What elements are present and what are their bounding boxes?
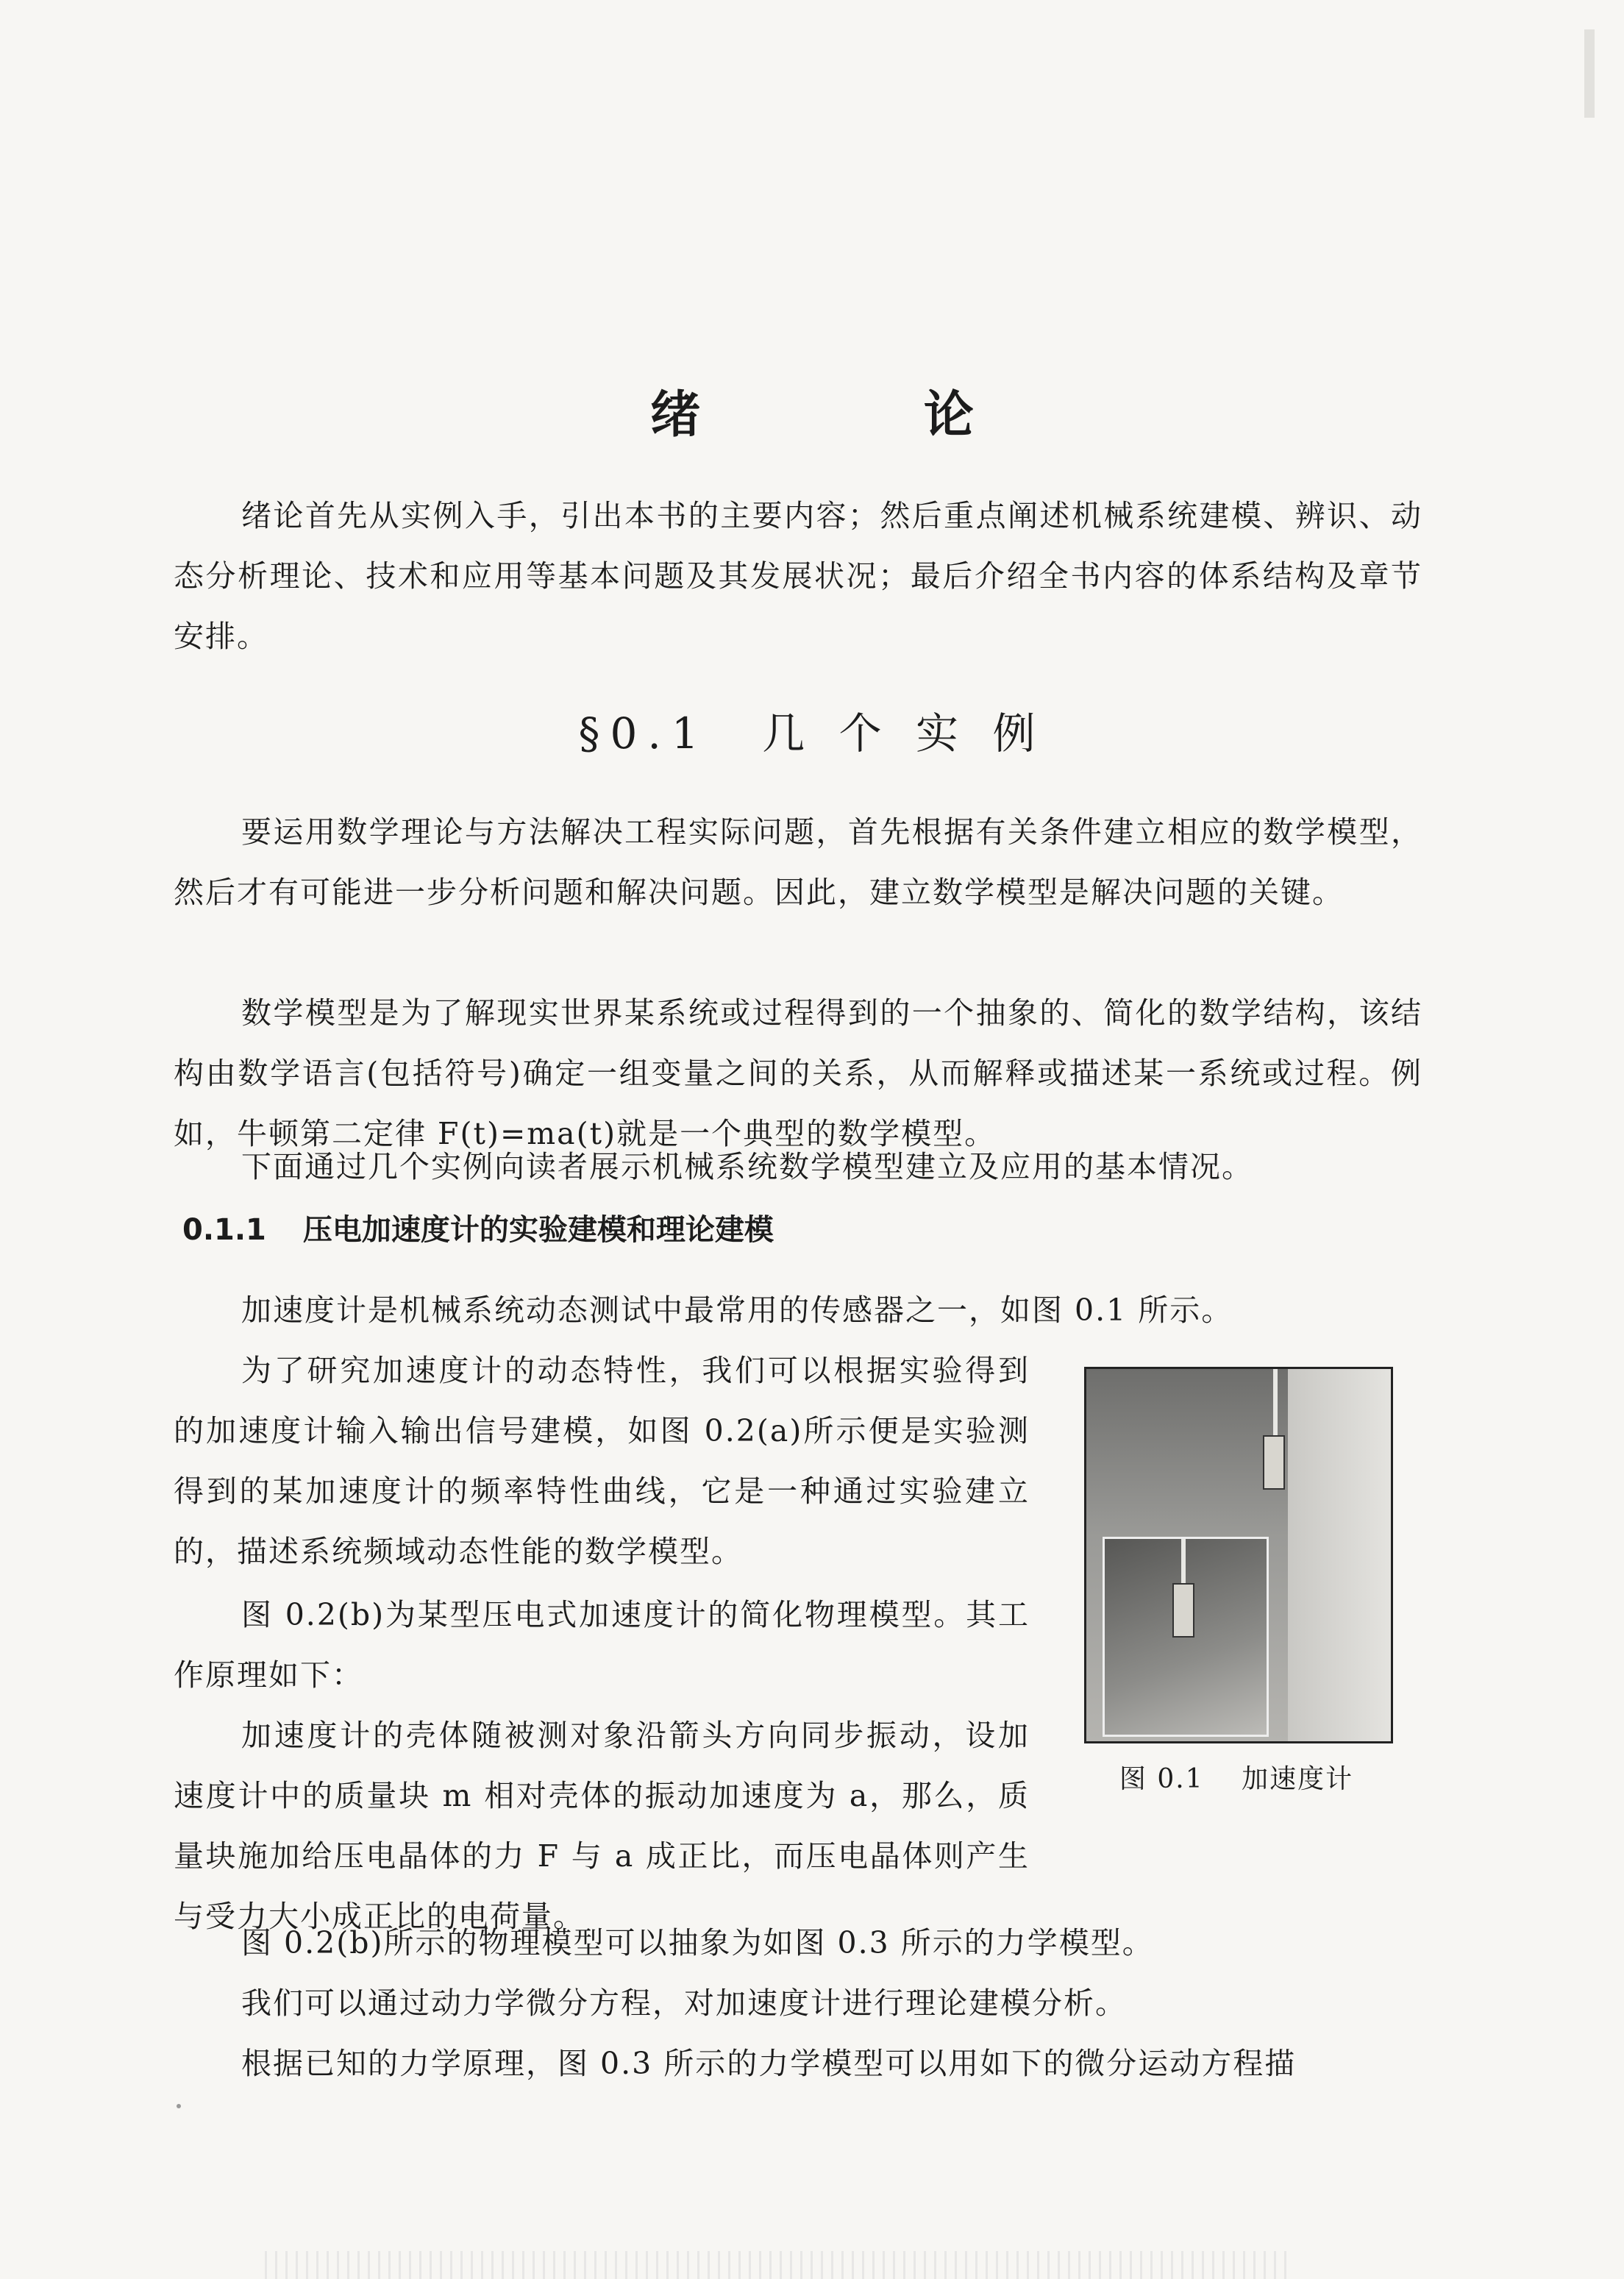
photo-inset (1103, 1537, 1269, 1737)
section-title: 几 个 实 例 (762, 708, 1046, 758)
sensor-large (1263, 1435, 1285, 1490)
subsection-number: 0.1.1 (182, 1213, 266, 1247)
scan-dot (177, 2104, 181, 2108)
paragraph-1: 要运用数学理论与方法解决工程实际问题，首先根据有关条件建立相应的数学模型，然后才有可能进一步分析问题和解决问题。因此，建立数学模型是解决问题的关键。 (174, 814, 1422, 910)
sensor-small (1172, 1583, 1194, 1638)
photo-wall (1288, 1369, 1391, 1741)
sub-paragraph-4: 加速度计的壳体随被测对象沿箭头方向同步振动，设加速度计中的质量块 m 相对壳体的振动加速度为 a，那么，质量块施加给压电晶体的力 F 与 a 成正比，而压电晶体则产生与受力大小成正比的电荷量。 (174, 1718, 1030, 1934)
intro-paragraph: 绪论首先从实例入手，引出本书的主要内容；然后重点阐述机械系统建模、辨识、动态分析理论、技术和应用等基本问题及其发展状况；最后介绍全书内容的体系结构及章节安排。 (174, 498, 1422, 654)
scan-artifact (1584, 29, 1595, 118)
sub-paragraph-1: 加速度计是机械系统动态测试中最常用的传感器之一，如图 0.1 所示。 (241, 1293, 1233, 1328)
subsection-heading (182, 1206, 774, 1248)
sub-paragraph-6: 我们可以通过动力学微分方程，对加速度计进行理论建模分析。 (241, 1985, 1127, 2021)
chapter-title: 绪 论 (650, 386, 1077, 444)
accelerometer-photo (1084, 1367, 1393, 1743)
paragraph-3: 下面通过几个实例向读者展示机械系统数学模型建立及应用的基本情况。 (241, 1149, 1253, 1184)
sub-paragraph-3: 图 0.2(b)为某型压电式加速度计的简化物理模型。其工作原理如下： (174, 1597, 1030, 1693)
section-heading (0, 699, 1624, 761)
cable (1273, 1369, 1278, 1435)
figure-number: 图 0.1 (1119, 1764, 1204, 1794)
section-number: §0.1 (578, 708, 709, 758)
subsection-title: 压电加速度计的实验建模和理论建模 (302, 1213, 774, 1247)
paragraph-2: 数学模型是为了解现实世界某系统或过程得到的一个抽象的、简化的数学结构，该结构由数学语言(包括符号)确定一组变量之间的关系，从而解释或描述某一系统或过程。例如，牛顿第二定律 F(t)=ma(t)就是一个典型的数学模型。 (174, 995, 1422, 1151)
sub-paragraph-7: 根据已知的力学原理，图 0.3 所示的力学模型可以用如下的微分运动方程描 (241, 2046, 1297, 2081)
figure-caption-text: 加速度计 (1242, 1764, 1354, 1794)
scan-bottom-marks (265, 2251, 1294, 2279)
sub-paragraph-2: 为了研究加速度计的动态特性，我们可以根据实验得到的加速度计输入输出信号建模，如图 0.2(a)所示便是实验测得到的某加速度计的频率特性曲线，它是一种通过实验建立的，描述系统频域动态性能的数学模型。 (174, 1353, 1030, 1569)
inset-cable (1181, 1539, 1186, 1583)
sub-paragraph-5: 图 0.2(b)所示的物理模型可以抽象为如图 0.3 所示的力学模型。 (241, 1925, 1154, 1960)
figure-caption (1084, 1758, 1389, 1796)
